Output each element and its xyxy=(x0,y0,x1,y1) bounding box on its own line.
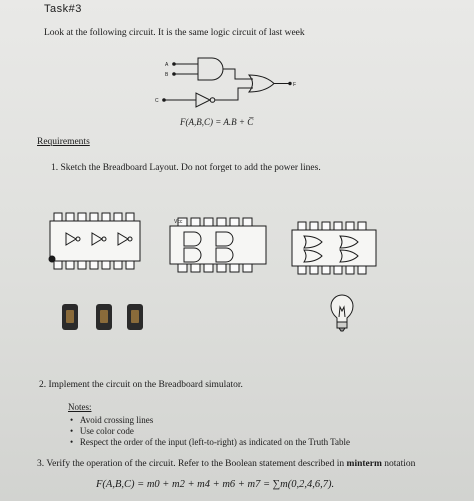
note-item xyxy=(70,436,350,449)
input-switch-c xyxy=(127,304,143,330)
or-gate-icon xyxy=(249,75,274,92)
bullet-icon: • xyxy=(70,415,80,425)
bullet-icon: • xyxy=(70,426,80,436)
requirement-3-suffix: notation xyxy=(381,459,416,469)
note-text: Use color code xyxy=(79,426,134,436)
requirements-heading: Requirements xyxy=(37,137,90,147)
ic-chip-not xyxy=(44,205,144,275)
logic-circuit-diagram xyxy=(150,55,310,117)
minterm-expression: F(A,B,C) = m0 + m2 + m4 + m6 + m7 = ∑m(0,2,4,6,7). xyxy=(96,479,335,490)
and-gate-icon xyxy=(198,58,223,80)
intro-text: Look at the following circuit. It is the same logic circuit of last week xyxy=(44,28,305,38)
ic-chip-or xyxy=(288,218,380,278)
ic-chip-and xyxy=(166,212,271,274)
vcc-label: Vcc xyxy=(174,219,183,225)
input-a-label: A xyxy=(165,62,169,68)
notes-heading: Notes: xyxy=(68,402,92,412)
input-b-label: B xyxy=(165,72,169,78)
note-text: Avoid crossing lines xyxy=(79,415,154,425)
requirement-3-text: 3. Verify the operation of the circuit. Refer to the Boolean statement described in xyxy=(37,459,347,469)
requirement-2: 2. Implement the circuit on the Breadboard simulator. xyxy=(39,380,243,390)
input-switch-a xyxy=(62,304,78,330)
minterm-keyword: minterm xyxy=(346,459,382,469)
input-switch-b xyxy=(96,304,112,330)
note-text: Respect the order of the input (left-to-right) as indicated on the Truth Table xyxy=(79,437,351,447)
input-c-label: C xyxy=(155,98,159,104)
light-bulb-icon xyxy=(328,293,356,333)
not-gate-icon xyxy=(196,93,210,107)
task-title: Task#3 xyxy=(44,3,82,15)
output-f-label: F xyxy=(293,82,297,88)
requirement-1: 1. Sketch the Breadboard Layout. Do not forget to add the power lines. xyxy=(51,163,321,173)
bullet-icon: • xyxy=(70,437,80,447)
boolean-formula: F(A,B,C) = A.B + C̅ xyxy=(180,117,254,127)
requirement-3 xyxy=(37,458,415,471)
